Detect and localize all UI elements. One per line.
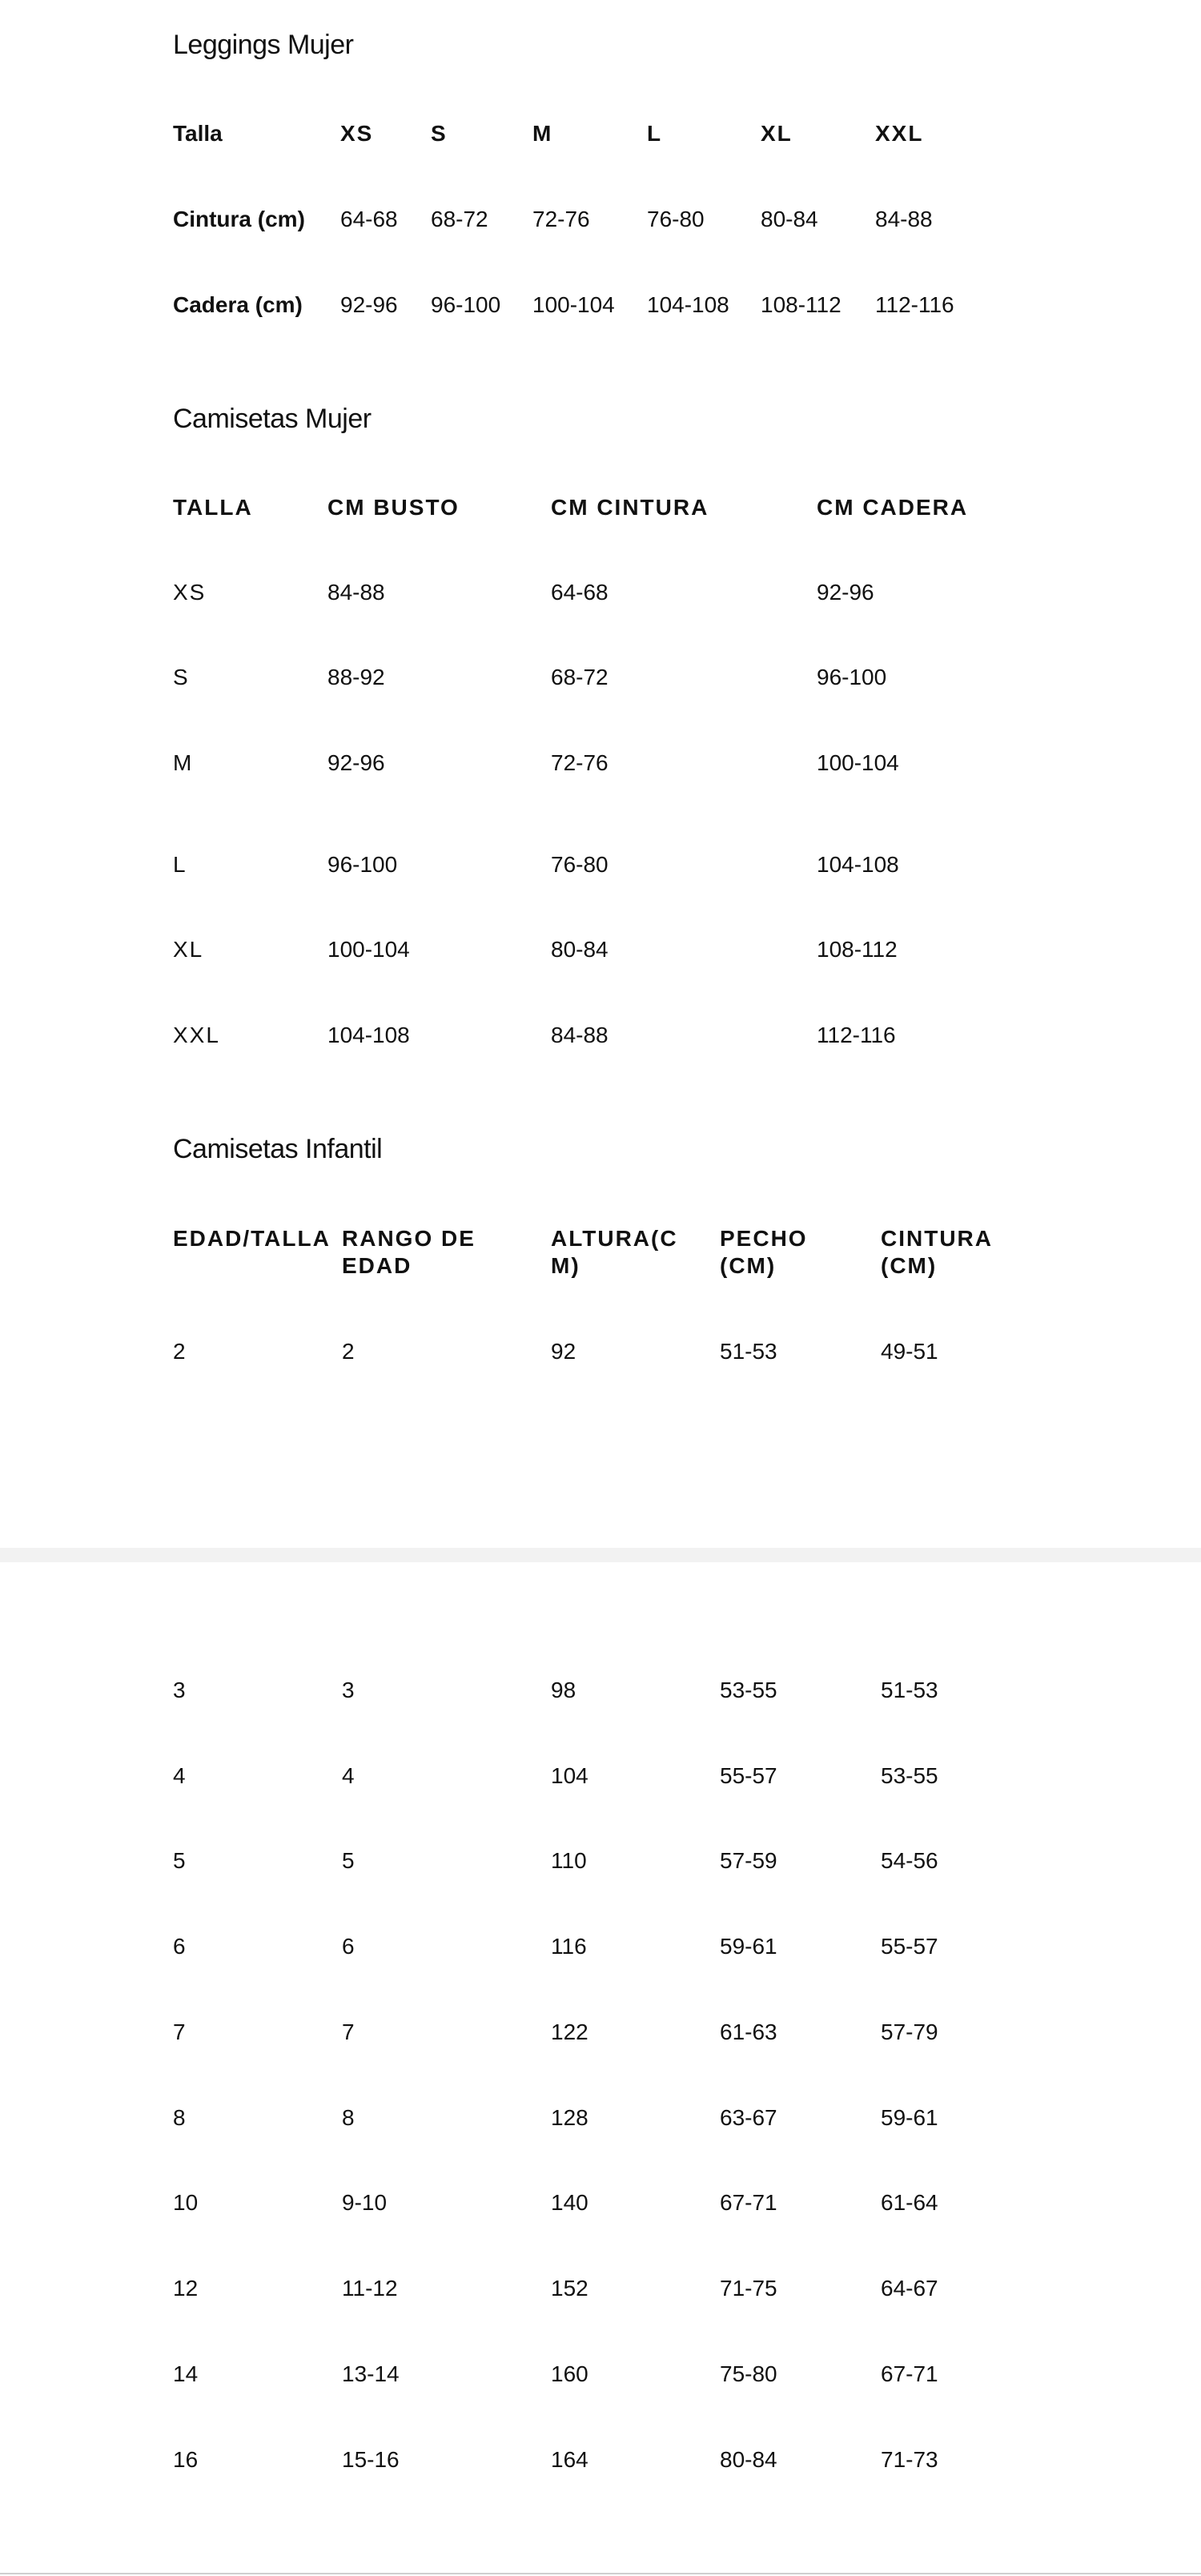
ci-header-altura: ALTURA(CM) — [551, 1226, 678, 1278]
ci-row-8-altura: 128 — [551, 2105, 588, 2130]
cm-header-cintura: CM CINTURA — [551, 495, 709, 520]
leggings-cadera-label: Cadera (cm) — [173, 292, 303, 317]
cm-row-s-cadera: 96-100 — [817, 665, 887, 689]
leggings-cintura-xs: 64-68 — [340, 207, 398, 231]
ci-row-5-altura: 110 — [551, 1848, 587, 1873]
ci-row-5-pecho: 57-59 — [720, 1848, 777, 1873]
ci-row-6-rango: 6 — [342, 1934, 355, 1959]
ci-row-16-edad: 16 — [173, 2447, 199, 2472]
leggings-cintura-label: Cintura (cm) — [173, 207, 305, 231]
ci-row-3-edad: 3 — [173, 1678, 186, 1702]
ci-row-4-pecho: 55-57 — [720, 1763, 777, 1788]
cm-header-busto: CM BUSTO — [327, 495, 460, 520]
ci-row-14-cintura: 67-71 — [881, 2361, 938, 2386]
ci-row-8-cintura: 59-61 — [881, 2105, 938, 2130]
cm-row-xl-busto: 100-104 — [327, 937, 410, 962]
ci-row-2-altura: 92 — [551, 1339, 576, 1364]
ci-row-3-altura: 98 — [551, 1678, 576, 1702]
ci-header-rango-edad: RANGO DE EDAD — [342, 1226, 476, 1278]
leggings-size-s: S — [431, 121, 448, 146]
bottom-border — [0, 2573, 1201, 2574]
ci-row-5-cintura: 54-56 — [881, 1848, 938, 1873]
leggings-title: Leggings Mujer — [173, 30, 354, 60]
ci-row-5-edad: 5 — [173, 1848, 186, 1873]
cm-row-m-busto: 92-96 — [327, 750, 385, 775]
camisetas-infantil-title: Camisetas Infantil — [173, 1134, 383, 1164]
ci-row-16-cintura: 71-73 — [881, 2447, 938, 2472]
leggings-cadera-xs: 92-96 — [340, 292, 398, 317]
camisetas-mujer-title: Camisetas Mujer — [173, 404, 372, 434]
ci-row-16-altura: 164 — [551, 2447, 588, 2472]
leggings-cintura-xl: 80-84 — [761, 207, 818, 231]
leggings-size-l: L — [647, 121, 663, 146]
cm-row-xl-talla: XL — [173, 937, 204, 962]
ci-row-7-edad: 7 — [173, 2019, 186, 2044]
leggings-cintura-xxl: 84-88 — [875, 207, 933, 231]
cm-row-s-busto: 88-92 — [327, 665, 385, 689]
cm-row-s-cintura: 68-72 — [551, 665, 609, 689]
ci-row-6-edad: 6 — [173, 1934, 186, 1959]
leggings-cadera-s: 96-100 — [431, 292, 501, 317]
ci-row-10-altura: 140 — [551, 2190, 588, 2215]
cm-row-l-cintura: 76-80 — [551, 852, 609, 877]
ci-row-4-rango: 4 — [342, 1763, 355, 1788]
ci-row-3-rango: 3 — [342, 1678, 355, 1702]
leggings-cadera-xxl: 112-116 — [875, 292, 954, 317]
ci-row-12-altura: 152 — [551, 2276, 588, 2301]
ci-row-10-rango: 9-10 — [342, 2190, 388, 2215]
ci-row-2-pecho: 51-53 — [720, 1339, 777, 1364]
ci-row-7-pecho: 61-63 — [720, 2019, 777, 2044]
cm-row-xxl-cadera: 112-116 — [817, 1023, 896, 1047]
leggings-size-xl: XL — [761, 121, 793, 146]
ci-row-5-rango: 5 — [342, 1848, 355, 1873]
leggings-cadera-m: 100-104 — [532, 292, 615, 317]
leggings-cadera-l: 104-108 — [647, 292, 729, 317]
cm-header-cadera: CM CADERA — [817, 495, 969, 520]
ci-row-7-rango: 7 — [342, 2019, 355, 2044]
ci-row-10-edad: 10 — [173, 2190, 199, 2215]
leggings-talla-label: Talla — [173, 121, 223, 146]
ci-header-pecho: PECHO (CM) — [720, 1226, 808, 1278]
cm-row-l-talla: L — [173, 852, 187, 877]
cm-row-m-cadera: 100-104 — [817, 750, 899, 775]
leggings-cintura-s: 68-72 — [431, 207, 488, 231]
ci-row-2-rango: 2 — [342, 1339, 355, 1364]
ci-row-6-cintura: 55-57 — [881, 1934, 938, 1959]
cm-header-talla: TALLA — [173, 495, 253, 520]
cm-row-l-cadera: 104-108 — [817, 852, 899, 877]
leggings-cintura-m: 72-76 — [532, 207, 590, 231]
cm-row-xs-talla: XS — [173, 580, 207, 605]
cm-row-m-cintura: 72-76 — [551, 750, 609, 775]
ci-row-3-pecho: 53-55 — [720, 1678, 777, 1702]
cm-row-xs-busto: 84-88 — [327, 580, 385, 605]
cm-row-s-talla: S — [173, 665, 190, 689]
ci-row-12-cintura: 64-67 — [881, 2276, 938, 2301]
cm-row-xxl-cintura: 84-88 — [551, 1023, 609, 1047]
ci-row-2-edad: 2 — [173, 1339, 186, 1364]
cm-row-xs-cadera: 92-96 — [817, 580, 874, 605]
ci-row-14-edad: 14 — [173, 2361, 199, 2386]
ci-header-edad-talla: EDAD/TALLA — [173, 1226, 331, 1251]
cm-row-l-busto: 96-100 — [327, 852, 398, 877]
leggings-size-xxl: XXL — [875, 121, 924, 146]
cm-row-m-talla: M — [173, 750, 194, 775]
leggings-size-xs: XS — [340, 121, 374, 146]
section-divider — [0, 1548, 1201, 1562]
ci-row-6-altura: 116 — [551, 1934, 587, 1959]
cm-row-xl-cintura: 80-84 — [551, 937, 609, 962]
ci-header-cintura: CINTURA (CM) — [881, 1226, 992, 1278]
ci-row-12-edad: 12 — [173, 2276, 199, 2301]
cm-row-xxl-busto: 104-108 — [327, 1023, 410, 1047]
ci-row-16-rango: 15-16 — [342, 2447, 400, 2472]
ci-row-2-cintura: 49-51 — [881, 1339, 938, 1364]
ci-row-14-altura: 160 — [551, 2361, 588, 2386]
ci-row-4-cintura: 53-55 — [881, 1763, 938, 1788]
ci-row-6-pecho: 59-61 — [720, 1934, 777, 1959]
cm-row-xs-cintura: 64-68 — [551, 580, 609, 605]
ci-row-7-altura: 122 — [551, 2019, 588, 2044]
ci-row-10-pecho: 67-71 — [720, 2190, 777, 2215]
ci-row-14-rango: 13-14 — [342, 2361, 400, 2386]
ci-row-8-rango: 8 — [342, 2105, 355, 2130]
leggings-cadera-xl: 108-112 — [761, 292, 842, 317]
ci-row-12-rango: 11-12 — [342, 2276, 398, 2301]
leggings-cintura-l: 76-80 — [647, 207, 705, 231]
cm-row-xl-cadera: 108-112 — [817, 937, 898, 962]
leggings-size-m: M — [532, 121, 553, 146]
ci-row-3-cintura: 51-53 — [881, 1678, 938, 1702]
ci-row-16-pecho: 80-84 — [720, 2447, 777, 2472]
ci-row-10-cintura: 61-64 — [881, 2190, 938, 2215]
ci-row-8-edad: 8 — [173, 2105, 186, 2130]
ci-row-4-edad: 4 — [173, 1763, 186, 1788]
ci-row-7-cintura: 57-79 — [881, 2019, 938, 2044]
ci-row-4-altura: 104 — [551, 1763, 588, 1788]
cm-row-xxl-talla: XXL — [173, 1023, 220, 1047]
ci-row-14-pecho: 75-80 — [720, 2361, 777, 2386]
ci-row-8-pecho: 63-67 — [720, 2105, 777, 2130]
ci-row-12-pecho: 71-75 — [720, 2276, 777, 2301]
